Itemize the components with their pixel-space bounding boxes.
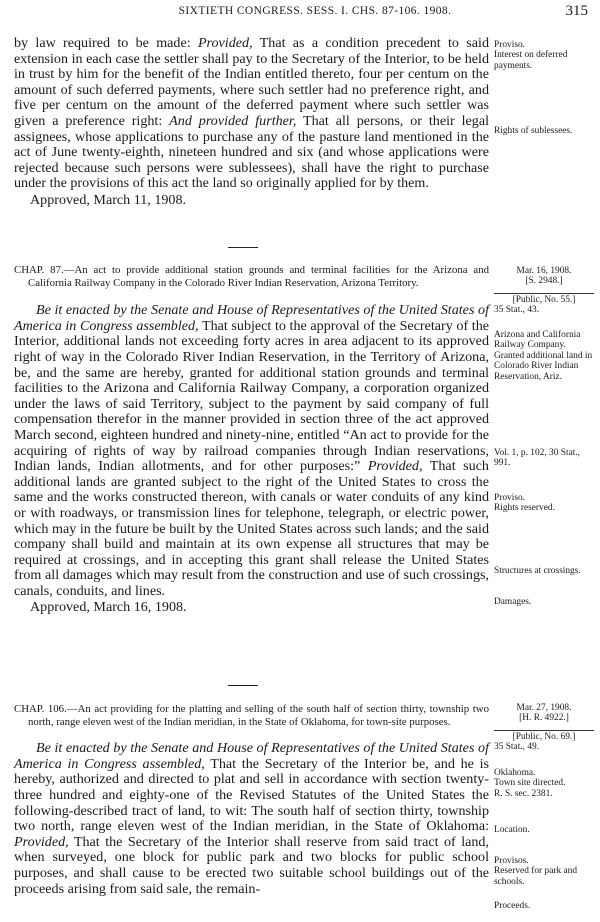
margin-note-crossings: Structures at crossings. [494, 566, 581, 576]
chapter-87 [14, 264, 489, 615]
margin-note-sublessees: Rights of sublessees. [494, 126, 573, 136]
approval-date-1: Approved, March 11, 1908. [30, 191, 187, 208]
margin-note-oklahoma: Oklahoma. Town site directed. R. S. sec. 2381. [494, 768, 566, 799]
margin-note-damages: Damages. [494, 597, 532, 607]
continued-section [14, 36, 489, 208]
approval-date-2: Approved, March 16, 1908. [30, 599, 187, 616]
chapter-106-heading: CHAP. 106.—An act providing for the platting and selling of the south half of section thirty, township two north, range eleven west of the Indian meridian, in the State of Oklahoma, for town-site purposes. [14, 703, 489, 728]
section-divider [228, 247, 258, 248]
chapter-106-text: Be it enacted by the Senate and House of Representatives of the United States of America in Congress assembled, That the Secretary of the Interior be, and he is hereby, authorized and directed to plat and sell in accordance with section twenty-three hundred and eighty-one of the Revised Statutes of the United States the following-described tract of land, to wit: The south half of section thirty, township two north, range eleven west of the Indian meridian, in the State of Oklahoma: Provided, That the Secretary of the Interior shall reserve from said tract of land, when surveyed, one block for public park and two blocks for public school purposes, and shall cause to be erected two suitable school buildings out of the proceeds arising from said sale, the remain- [14, 740, 489, 897]
margin-note-provisos: Provisos. Reserved for park and schools. [494, 856, 578, 887]
margin-note-proceeds: Proceeds. [494, 901, 531, 911]
chapter-87-heading: CHAP. 87.—An act to provide additional station grounds and terminal facilities for the Arizona and California Railway Company in the Colorado River Indian Reservation, Arizona Territory. [14, 264, 489, 289]
chapter-106 [14, 703, 489, 897]
chapter-87-citation: Mar. 16, 1908. [S. 2948.] [516, 266, 572, 287]
running-header [0, 5, 600, 23]
continued-paragraph: by law required to be made: Provided, That as a condition precedent to said extension in each case the settler shall pay to the Secretary of the Interior, to be held in trust by him for the benefit of the Indian entitled thereto, four per centum on the amount of such deferred payments, where such settler had no preference right, and five per centum on the amount of the deferred payment where such settler was given a preference right: And provided further, That all persons, or their legal assignees, whose applications to purchase any of the pasture land mentioned in the act of June twenty-eighth, nineteen hundred and six (and whose applications were rejected because such persons were sublessees), shall have the right to purchase under the provisions of this act the land so originally applied for by them. [14, 35, 489, 192]
chapter-87-text: Be it enacted by the Senate and House of Representatives of the United States of America in Congress assembled, That subject to the approval of the Secretary of the Interior, additional lands not exceeding forty acres in area adjacent to its approved right of way in the Colorado River Indian Reservation, in the Territory of Arizona, be, and the same are hereby, granted for additional station grounds and terminal facilities to the Arizona and California Railway Company, a corporation organized under the laws of said Territory, subject to the payment by said company of full compensation therefor in the manner provided in section three of the act approved March second, eighteen hundred and ninety-nine, entitled “An act to provide for the acquiring of rights of way by railroad companies through Indian reservations, Indian lands, Indian allotments, and for other purposes:” Provided, That such additional lands are granted subject to the right of the United States to cross the same and the works constructed thereon, with canals or water conduits of any kind or with roadways, or transmission lines for telephone, telegraph, or electric power, which may in the future be built by the United States across such lands; and the said company shall build and maintain at its own expense all structures that may be required at crossings, and in accepting this grant shall release the United States from all damages which may result from the construction and use of such crossings, canals, conduits, and lines. [14, 302, 490, 599]
margin-note-location: Location. [494, 825, 530, 835]
chapter-106-citation: Mar. 27, 1908. [H. R. 4922.] [516, 703, 572, 724]
section-divider-2 [228, 685, 258, 686]
page-number: 315 [565, 3, 588, 19]
margin-note-proviso: Proviso. Interest on deferred payments. [494, 40, 568, 71]
header-title: SIXTIETH CONGRESS. SESS. I. CHS. 87-106. 1908. [178, 5, 452, 17]
margin-note-proviso-rights: Proviso. Rights reserved. [494, 493, 555, 514]
chapter-87-public-law: [Public, No. 55.] 35 Stat., 43. [494, 293, 594, 316]
chapter-106-public-law: [Public, No. 69.] 35 Stat., 49. [494, 730, 594, 753]
margin-note-volume-reference: Vol. 1, p. 102, 30 Stat., 991. [494, 448, 581, 469]
margin-note-railway-grant: Arizona and California Railway Company. Granted additional land in Colorado River Indian Reservation, Ariz. [494, 330, 593, 382]
